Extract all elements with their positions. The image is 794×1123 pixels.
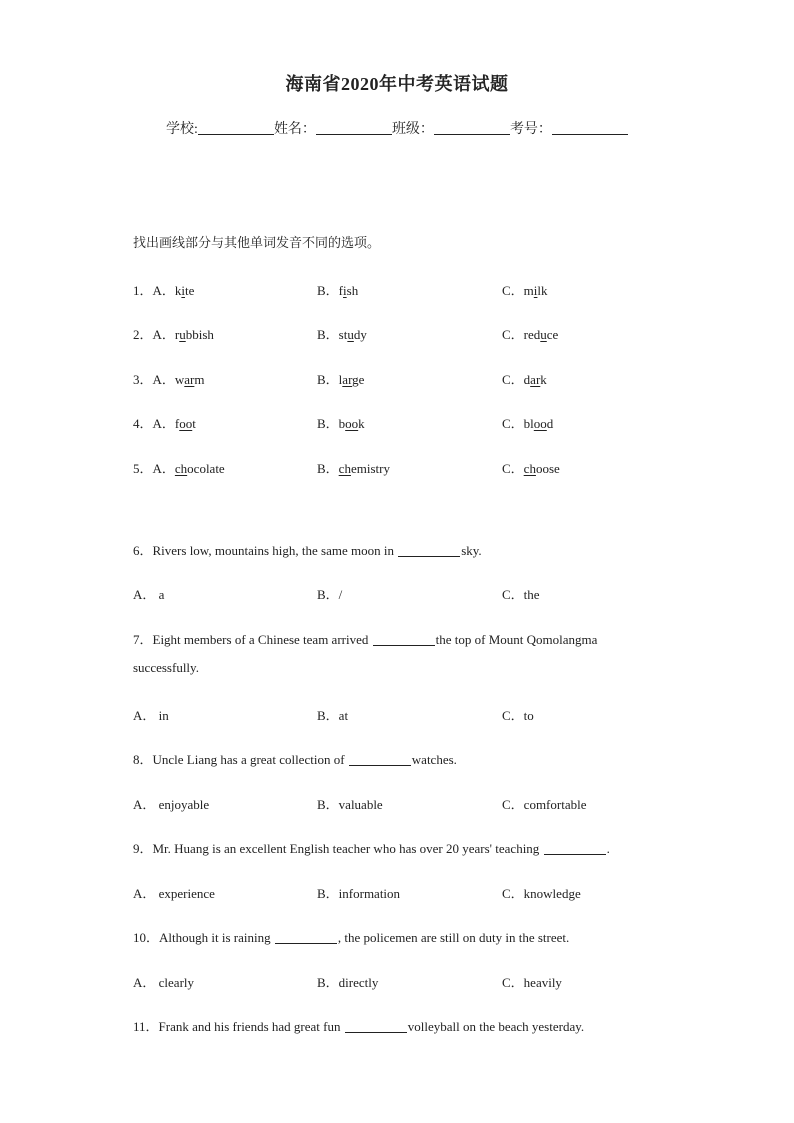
options-10: A． clearly B．directly C．heavily — [133, 972, 194, 991]
option-b[interactable]: B．/ — [317, 587, 343, 602]
question-6: 6．Rivers low, mountains high, the same moon in sky. — [133, 543, 482, 558]
option-a: foot — [174, 416, 196, 431]
option-a: warm — [174, 372, 205, 387]
option-a[interactable]: enjoyable — [158, 797, 210, 812]
answer-blank[interactable] — [544, 842, 606, 855]
answer-blank[interactable] — [345, 1020, 407, 1033]
option-b[interactable]: B．valuable — [317, 797, 383, 812]
question-7-continued: successfully. — [133, 660, 199, 675]
number-label: 考号： — [509, 122, 552, 137]
question-number: 5．A． — [133, 461, 175, 476]
options-6: A． a B．/ C．the — [133, 584, 164, 603]
school-blank[interactable] — [198, 120, 274, 135]
option-c[interactable]: C．to — [502, 708, 534, 723]
option-a[interactable]: in — [158, 708, 169, 723]
question-number: 1．A． — [133, 283, 175, 298]
answer-blank[interactable] — [349, 753, 411, 766]
option-c[interactable]: C．knowledge — [502, 886, 581, 901]
question-row-1 — [133, 280, 548, 299]
question-row-5 — [133, 458, 560, 477]
option-a[interactable]: a — [158, 587, 165, 602]
class-blank[interactable] — [434, 120, 510, 135]
option-c: C．milk — [502, 283, 548, 298]
question-10: 10．Although it is raining , the policemen are still on duty in the street. — [133, 930, 570, 945]
option-b[interactable]: B．information — [317, 886, 401, 901]
section-instruction: 找出画线部分与其他单词发音不同的选项。 — [133, 235, 381, 250]
options-9: A． experience B．information C．knowledge — [133, 883, 215, 902]
question-7: 7．Eight members of a Chinese team arrived the top of Mount Qomolangma — [133, 632, 598, 647]
option-a[interactable]: clearly — [158, 975, 195, 990]
question-number: 2．A． — [133, 327, 175, 342]
option-a: rubbish — [174, 327, 214, 342]
options-8: A． enjoyable B．valuable C．comfortable — [133, 794, 209, 813]
name-blank[interactable] — [316, 120, 392, 135]
option-a[interactable]: experience — [158, 886, 215, 901]
question-9: 9．Mr. Huang is an excellent English teacher who has over 20 years' teaching . — [133, 841, 610, 856]
option-a: chocolate — [174, 461, 225, 476]
name-label: 姓名： — [273, 122, 316, 137]
answer-blank[interactable] — [275, 931, 337, 944]
option-c: C．dark — [502, 372, 547, 387]
option-b[interactable]: B．at — [317, 708, 349, 723]
question-8: 8．Uncle Liang has a great collection of watches. — [133, 752, 457, 767]
question-row-4 — [133, 413, 554, 432]
options-7: A． in B．at C．to — [133, 705, 169, 724]
question-11: 11．Frank and his friends had great fun volleyball on the beach yesterday. — [133, 1019, 585, 1034]
answer-blank[interactable] — [398, 544, 460, 557]
option-b: B．book — [317, 416, 365, 431]
exam-title: 海南省2020年中考英语试题 — [285, 74, 509, 94]
option-a: kite — [174, 283, 195, 298]
question-row-3 — [133, 369, 547, 388]
student-info-line — [0, 118, 794, 138]
option-c: C．blood — [502, 416, 554, 431]
option-c[interactable]: C．comfortable — [502, 797, 587, 812]
option-b: B．chemistry — [317, 461, 390, 476]
question-number: 3．A． — [133, 372, 175, 387]
class-label: 班级： — [391, 122, 434, 137]
option-c[interactable]: C．heavily — [502, 975, 562, 990]
answer-blank[interactable] — [373, 633, 435, 646]
option-b: B．study — [317, 327, 367, 342]
option-b: B．fish — [317, 283, 359, 298]
option-c[interactable]: C．the — [502, 587, 540, 602]
option-b: B．large — [317, 372, 365, 387]
question-number: 4．A． — [133, 416, 175, 431]
school-label: 学校: — [166, 122, 198, 137]
option-c: C．choose — [502, 461, 560, 476]
number-blank[interactable] — [552, 120, 628, 135]
option-b[interactable]: B．directly — [317, 975, 379, 990]
question-row-2 — [133, 324, 559, 343]
option-c: C．reduce — [502, 327, 559, 342]
